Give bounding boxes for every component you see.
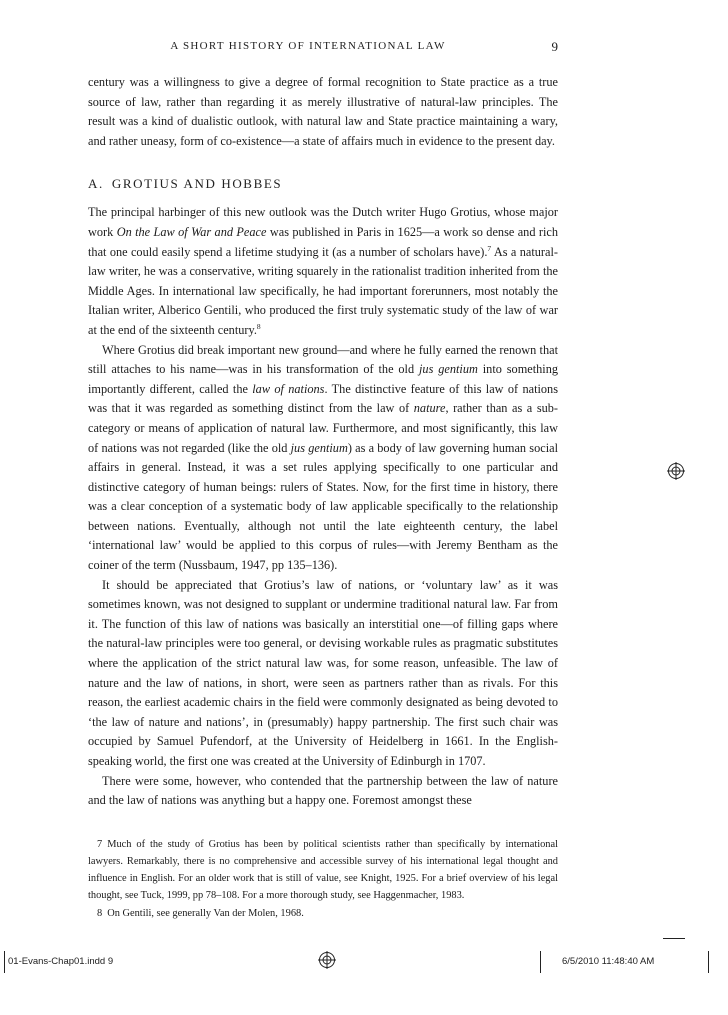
crop-mark (540, 951, 541, 973)
paragraph (88, 203, 558, 340)
paragraph (88, 73, 558, 151)
text-run: century was a willingness to give a degree of formal recognition to State practice as a true source of law, rather than regarding it as merely illustrative of natural-law principles. The result was a kind of dualistic outlook, with natural law and State practice maintaining a wary, and rather uneasy, form of co-existence—a state of affairs much in evidence to the present day. (88, 75, 558, 148)
registration-mark-icon (667, 462, 685, 480)
registration-mark-icon (318, 951, 336, 969)
crop-mark (663, 938, 685, 939)
footnote-number: 8 (97, 907, 103, 919)
text-run: . The distinctive feature of this law of nations was that it was regarded as something distinct from the law of (88, 381, 558, 416)
running-head-title: A SHORT HISTORY OF INTERNATIONAL LAW (170, 40, 446, 52)
paragraph (88, 576, 558, 772)
footnote-text: On Gentili, see generally Van der Molen, 1968. (107, 907, 304, 919)
section-title: GROTIUS AND HOBBES (111, 176, 283, 192)
page-number: 9 (551, 39, 558, 54)
page-body (88, 73, 558, 922)
italic-text: On the Law of War and Peace (116, 224, 267, 239)
footnote-ref: 7 (487, 243, 492, 253)
footnote (88, 905, 558, 922)
text-run: into something importantly different, called the (88, 362, 559, 396)
text-run: ) as a body of law governing human social affairs in general. Instead, it was a set rules applying specifically to one particular and distinctive category of human beings: rulers of States. Now, for the first time in history, there was a clear conception of a systematic body of law applicable specifically to the relationship between nations. Eventually, although not until the late eighteenth century, the label ‘international law’ would be applied to this corpus of rules—with Jeremy Bentham as the coiner of the term (Nussbaum, 1947, pp 135–136). (88, 440, 558, 573)
slug-timestamp: 6/5/2010 11:48:40 AM (562, 956, 655, 967)
footnote-ref: 8 (256, 321, 261, 331)
italic-text: jus gentium (290, 440, 348, 455)
running-header (88, 40, 558, 60)
italic-text: jus gentium (419, 362, 478, 377)
text-run: As a natural-law writer, he was a conservative, writing squarely in the rationalist tradition inherited from the Middle Ages. In international law specifically, he had important forerunners, most notably the Italian writer, Alberico Gentili, who produced the first truly systematic study of the law of war at the end of the sixteenth century. (88, 244, 558, 337)
text-run: The principal harbinger of this new outlook was the Dutch writer Hugo Grotius, whose major work (88, 205, 558, 239)
text-run: Where Grotius did break important new ground—and where he fully earned the renown that still attaches to his name—was in his transformation of the old (88, 342, 558, 377)
text-run: There were some, however, who contended that the partnership between the law of nature and the law of nations was anything but a happy one. Foremost amongst these (88, 773, 558, 808)
italic-text: law of nations (252, 381, 325, 396)
footnote (88, 836, 558, 905)
text-run: was published in Paris in 1625—a work so dense and rich that one could easily spend a lifetime studying it (as a number of scholars have). (88, 224, 558, 259)
footnote-text: Much of the study of Grotius has been by political scientists rather than specifically by international lawyers. Remarkably, there is no comprehensive and accessible survey of his international legal thought and influence in English. For an older work that is still of value, see Knight, 1925. For a brief overview of his legal thought, see Tuck, 1999, pp 78–108. For a more thorough study, see Haggenmacher, 1983. (88, 838, 558, 902)
footnote-number: 7 (97, 838, 103, 850)
text-run: It should be appreciated that Grotius’s law of nations, or ‘voluntary law’ as it was sometimes known, was not designed to supplant or undermine traditional natural law. Far from it. The function of this law of nations was basically an interstitial one—of filling gaps where the natural-law principles were too general, or devising workable rules as pragmatic substitutes where the application of the strict natural law was, for some reason, unfeasible. The law of nature and the law of nations, in short, were seen as partners rather than as rivals. For this reason, the earliest academic chairs in the field were commonly designated as being devoted to ‘the law of nature and nations’, in (presumably) happy partnership. The first such chair was occupied by Samuel Pufendorf, at the University of Heidelberg in 1661. In the English-speaking world, the first one was created at the University of Edinburgh in 1707. (88, 577, 558, 768)
paragraph (88, 772, 558, 811)
crop-mark (4, 951, 5, 973)
text-run: , rather than as a sub-category or means of application of natural law. Furthermore, and most significantly, this law of nations was not regarded (like the old (88, 401, 558, 455)
italic-text: nature (413, 401, 446, 416)
crop-mark (708, 951, 709, 973)
section-heading (88, 176, 558, 192)
slug-filename: 01-Evans-Chap01.indd 9 (8, 956, 114, 967)
paragraph (88, 341, 558, 576)
section-letter: A. (88, 176, 104, 192)
footnotes (88, 836, 558, 922)
